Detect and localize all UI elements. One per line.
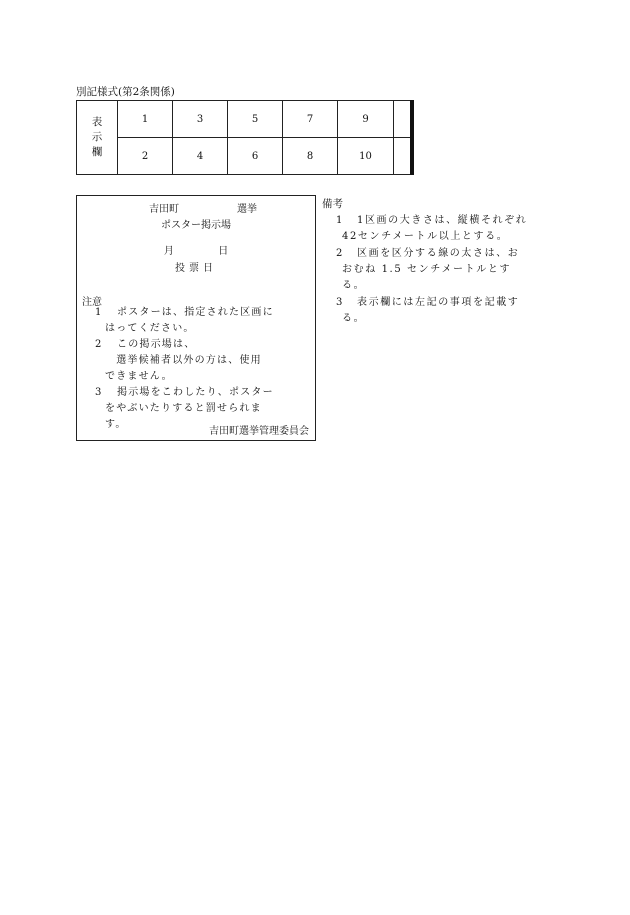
item-line: おむね 1.5 センチメートルとす <box>342 264 512 275</box>
item-line: 掲示場をこわしたり、ポスター <box>117 387 274 398</box>
item-line: この掲示場は、 <box>117 339 196 350</box>
item-line: 区画を区分する線の太さは、お <box>357 248 520 259</box>
item-line: 1区画の大きさは、縦横それぞれ <box>357 215 528 226</box>
item-line: できません。 <box>105 371 173 382</box>
remarks-label: 備考 <box>322 198 343 210</box>
poster-subtitle: ポスター掲示場 <box>161 220 231 231</box>
poster-election: 選挙 <box>237 204 257 215</box>
form-heading: 別記様式(第2条関係) <box>76 86 175 98</box>
item-number: 1 <box>95 307 103 318</box>
thick-border-bar <box>410 100 414 175</box>
item-line: 表示欄には左記の事項を記載す <box>357 297 520 308</box>
poster-title-row <box>77 200 315 214</box>
item-number: 3 <box>95 387 103 398</box>
item-line: ポスターは、指定された区画に <box>117 307 274 318</box>
grid-cell: 4 <box>173 138 228 174</box>
item-line: る。 <box>342 313 366 324</box>
poster-town: 吉田町 <box>149 204 179 215</box>
grid-header-char: 欄 <box>91 146 103 158</box>
item-line: をやぶいたりすると罰せられま <box>105 403 262 414</box>
poster-notice-item <box>87 305 309 337</box>
item-line: 選挙候補者以外の方は、使用 <box>105 355 262 366</box>
poster-notice-item <box>87 337 309 385</box>
grid-header-char: 示 <box>91 131 103 143</box>
remarks-item <box>322 246 554 294</box>
grid-cell: 10 <box>338 138 394 174</box>
poster-date <box>77 242 315 257</box>
grid-cell: 8 <box>283 138 338 174</box>
remarks <box>322 196 554 327</box>
item-line: す。 <box>105 419 127 430</box>
item-line: はってください。 <box>105 323 195 334</box>
poster-day: 日 <box>218 246 229 257</box>
poster-board <box>76 195 316 441</box>
grid-cell: 6 <box>228 138 283 174</box>
grid-cell: 1 <box>118 101 173 137</box>
grid-header <box>77 101 118 174</box>
grid-cell: 2 <box>118 138 173 174</box>
display-grid <box>76 100 414 175</box>
poster-footer: 吉田町選挙管理委員会 <box>209 426 309 437</box>
item-number: 1 <box>336 215 344 226</box>
poster-month: 月 <box>163 246 174 257</box>
remarks-item <box>322 295 554 327</box>
poster-voting-day: 投票日 <box>175 263 217 274</box>
grid-cell: 9 <box>338 101 394 137</box>
item-number: 2 <box>95 339 103 350</box>
grid-cell: 3 <box>173 101 228 137</box>
item-line: 42センチメートル以上とする。 <box>342 231 509 242</box>
item-line: る。 <box>342 280 366 291</box>
poster-notice-label: 注意 <box>82 297 102 308</box>
grid-header-char: 表 <box>91 116 103 128</box>
item-number: 3 <box>336 297 344 308</box>
grid-cell: 5 <box>228 101 283 137</box>
grid-cell: 7 <box>283 101 338 137</box>
item-number: 2 <box>336 248 344 259</box>
remarks-item <box>322 213 554 245</box>
